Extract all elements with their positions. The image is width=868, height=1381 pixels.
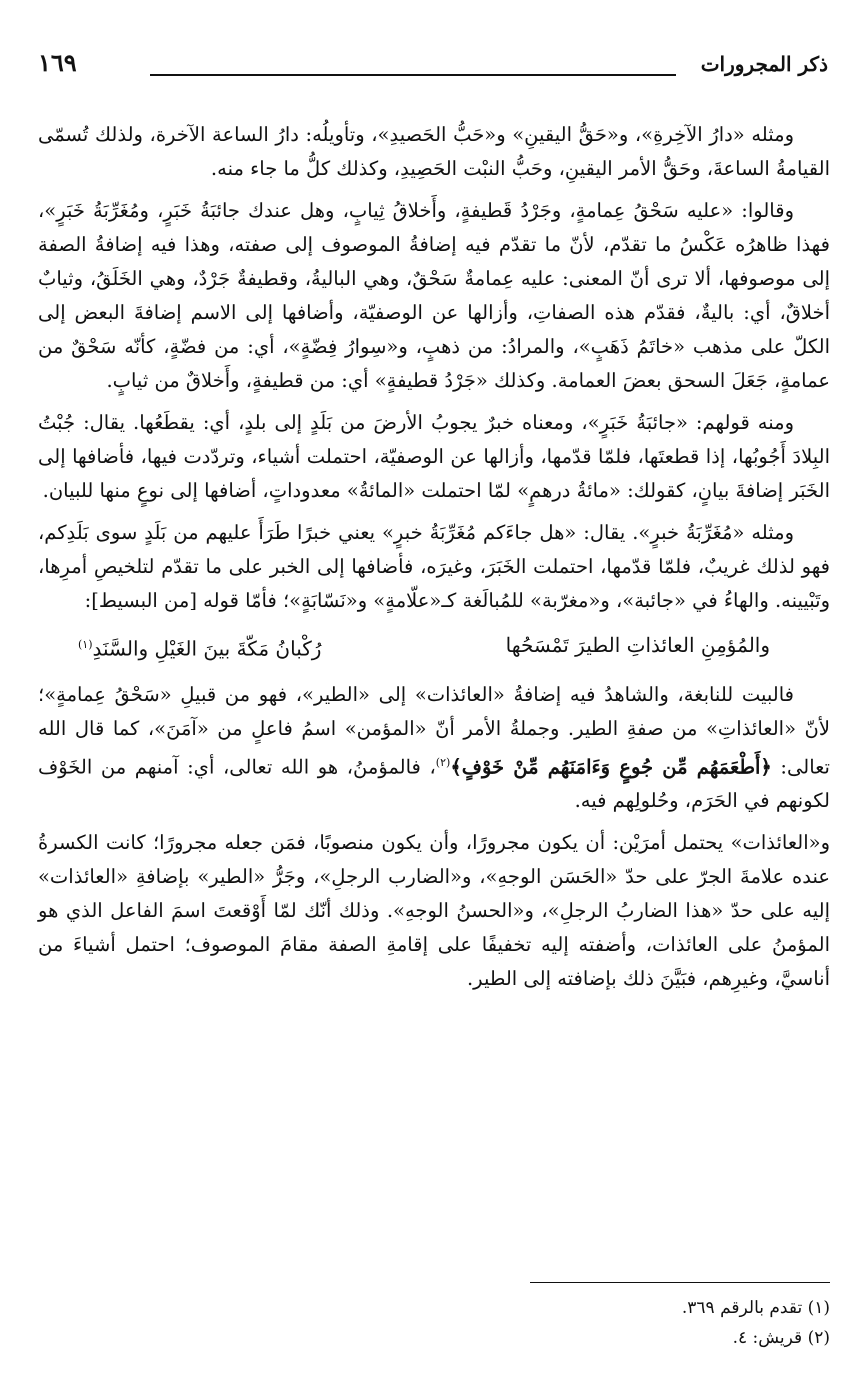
footnotes	[38, 1293, 830, 1353]
page-number: ١٦٩	[38, 48, 77, 77]
chapter-title: ذكر المجرورات	[700, 52, 828, 76]
paragraph: ومثله «مُغَرِّبَةُ خبرٍ». يقال: «هل جاءَكم مُغَرِّبَةُ خبرٍ» يعني خبرًا طَرَأَ عليهم من بَلَدٍ سوى بَلَدِكم، فهو لذلك غريبٌ، فلمّا قدّمها، احتملت الخَبَرَ، وغيرَه، فأضافها إلى الخبر على ما تقدّم لتلخيصِ أمرِها، وتَبْيينه. والهاءُ في «جائبة»، و«مغرّبة» للمُبالَغة كـ«علّامةٍ» و«نَسّابَةٍ»؛ فأمّا قوله [من البسيط]:	[38, 521, 830, 612]
paragraph: فالبيت للنابغة، والشاهدُ فيه إضافةُ «العائذات» إلى «الطير»، فهو من قبيلِ «سَحْقُ عِمامةٍ»؛ لأنّ «العائذاتِ» من صفةِ الطير. وجملةُ الأمر أنّ «المؤمن» اسمُ فاعلٍ من «آمَنَ»، كما قال الله تعالى: ﴿أَطْعَمَهُم مِّن جُوعٍ وَءَامَنَهُم مِّنْ خَوْفٍ﴾$^{(٢)}$، فالمؤمنُ، هو الله تعالى، أي: آمنهم من الخَوْف لكونهم في الحَرَم، وحُلولِهم فيه.	[38, 682, 830, 813]
footnote-1: (١) تقدم بالرقم ٣٦٩.	[681, 1298, 830, 1318]
paragraph: ومثله «دارُ الآخِرةِ»، و«حَقُّ اليقينِ» و«حَبُّ الحَصيدِ»، وتأويلُه: دارُ الساعة الآخرة، ولذلك تُسمّى القيامةُ الساعةَ، وحَقُّ الأمر اليقينِ، وحَبُّ النبْت الحَصِيدِ، وكذلك كلُّ ما جاء منه.	[38, 123, 830, 180]
footnote-ref[interactable]: (١)	[78, 638, 93, 651]
verse-first-hemistich: والمُؤمِنِ العائذاتِ الطيرَ تَمْسَحُها	[505, 633, 770, 657]
page-header	[38, 48, 828, 88]
footnote-2: (٢) قريش: ٤.	[732, 1328, 830, 1348]
header-rule	[150, 74, 676, 76]
footnote-ref[interactable]: (٢)	[435, 755, 451, 769]
paragraph: وقالوا: «عليه سَحْقُ عِمامةٍ، وجَرْدُ قَطيفةٍ، وأَخلاقُ ثِيابٍ، وهل عندك جائبَةُ خَبَرٍ، ومُغَرِّبَةُ خَبَرٍ»، فهذا ظاهرُه عَكْسُ ما تقدّم، لأنّ ما تقدّم فيه إضافةُ الموصوف إلى صفته، وهذا فيه إضافةُ الصفة إلى موصوفها، ألا ترى أنّ المعنى: عليه عِمامةٌ سَحْقٌ، وهي الباليةُ، وقطيفةٌ جَرْدٌ، وهي الخَلَقُ، وثيابٌ أخلاقٌ، أي: باليةٌ، فقدّم هذه الصفاتِ، وأزالها عن الوصفيّة، وأضافها إلى الاسم إضافةَ البعض إلى الكلّ على مذهب «خاتَمُ ذَهَبٍ»، والمرادُ: من ذهبٍ، و«سِوارُ فِضّةٍ»، أي: من فضّةٍ، كأنّه سَحْقٌ من عمامةٍ، جَعَلَ السحق بعضَ العمامة. وكذلك «جَرْدُ قطيفةٍ» أي: من قطيفةٍ، وأَخلاقٌ من ثيابٍ.	[38, 199, 830, 392]
paragraph: و«العائذات» يحتمل أمرَيْن: أن يكون مجرورًا، وأن يكون منصوبًا، فمَن جعله مجرورًا؛ كانت الكسرةُ عنده علامةَ الجرّ على حدّ «الحَسَن الوجهِ»، و«الضارب الرجلِ»، وجَرُّ «الطير» بإضافةِ «العائذات» إليه على حدّ «هذا الضاربُ الرجلِ»، و«الحسنُ الوجهِ». وذلك أنّك لمّا أَوْقعتَ اسمَ الفاعل الذي هو المؤمنُ على العائذات، وأضفته إليه تخفيفًا على إقامةِ الصفة مقامَ الموصوف؛ احتمل أشياءَ من أناسيَّ، وغيرِهم، فبَيَّنَ ذلك بإضافته إلى الطير.	[38, 831, 830, 991]
page-body	[38, 118, 830, 1004]
poetry-verse	[78, 628, 770, 666]
verse-second-hemistich: رُكْبانُ مَكّةَ بينَ الغَيْلِ والسَّنَدِ$^{(١)}$	[78, 636, 322, 661]
paragraph: ومنه قولهم: «جائبَةُ خَبَرٍ»، ومعناه خبرٌ يجوبُ الأرضَ من بَلَدٍ إلى بلدٍ، أي: يقطَعُها. يقال: جُبْتُ البِلادَ أَجُوبُها، إذا قطعتَها، فلمّا قدّمها، وأزالها عن الوصفيّة، احتملت أشياء، وتردّدت فيها، فأضافها إلى الخَبَر إضافةَ بيانٍ، كقولك: «مائةُ درهمٍ» لمّا احتملت «المائةُ» معدوداتٍ، أضافها إلى نوعٍ منها للبيان.	[38, 411, 830, 502]
quran-quote: ﴿أَطْعَمَهُم مِّن جُوعٍ وَءَامَنَهُم مِّنْ خَوْفٍ﴾	[450, 755, 772, 779]
footnote-separator	[530, 1282, 830, 1283]
